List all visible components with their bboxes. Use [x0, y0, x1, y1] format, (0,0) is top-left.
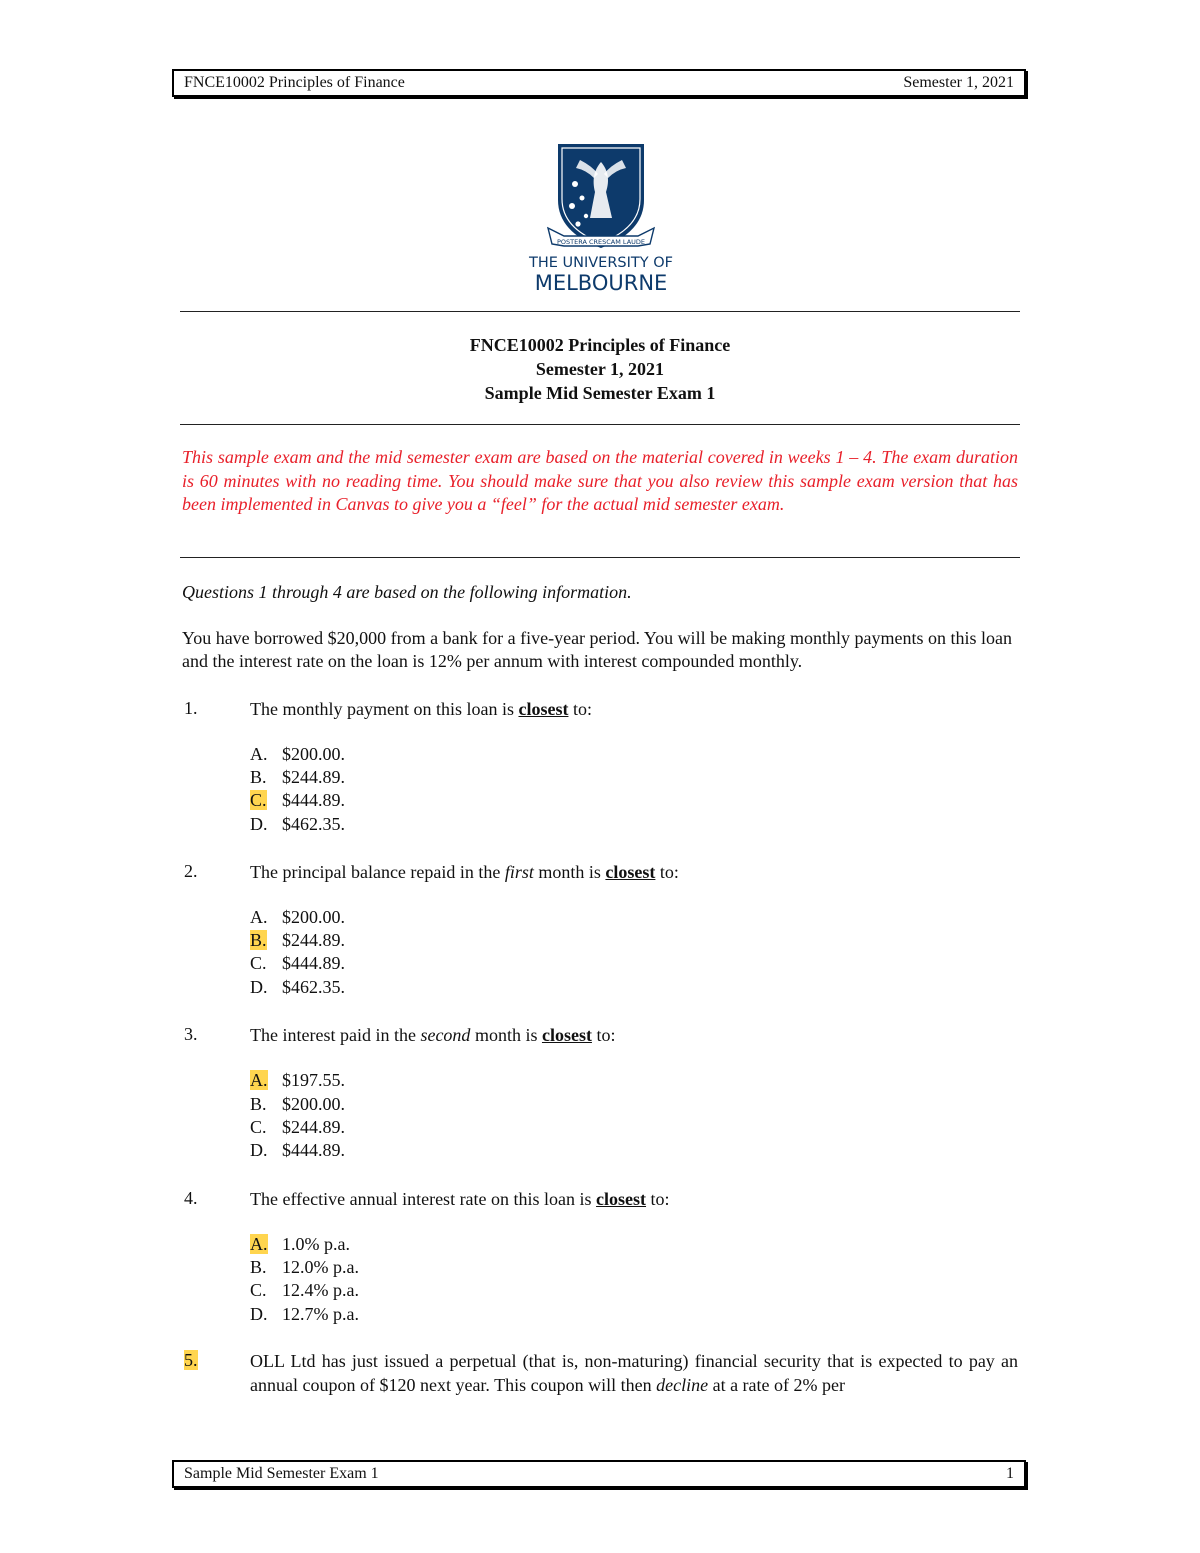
question-5-stem: OLL Ltd has just issued a perpetual (that is, non-maturing) financial security that is expected to pay an annual coupon of $120 next year. This coupon will then decline at a rate of 2% per — [250, 1351, 1018, 1395]
doc-title-semester: Semester 1, 2021 — [535, 359, 665, 379]
page-header — [172, 69, 1026, 97]
emphasis-closest: closest — [541, 1025, 592, 1045]
option-row[interactable]: B. 12.0% p.a. — [250, 1257, 359, 1277]
option-row[interactable]: B. $200.00. — [250, 1094, 345, 1114]
divider — [180, 424, 1020, 425]
question-3-stem: The interest paid in the second month is closest to: — [250, 1025, 616, 1045]
option-row[interactable]: C. $244.89. — [250, 1117, 345, 1137]
option-row[interactable]: A. 1.0% p.a. — [250, 1234, 350, 1254]
divider — [180, 311, 1020, 312]
footer-title: Sample Mid Semester Exam 1 — [184, 1465, 379, 1482]
answer-highlight: A. — [250, 1070, 268, 1090]
logo-wordmark-line1: THE UNIVERSITY OF — [529, 255, 673, 271]
option-row[interactable]: D. 12.7% p.a. — [250, 1304, 359, 1324]
question-number: 3. — [184, 1024, 198, 1044]
loan-scenario: You have borrowed $20,000 from a bank for a five-year period. You will be making monthly payments on this loan and the interest rate on the loan is 12% per annum with interest compounded monthly. — [182, 628, 1013, 671]
exam-notice: This sample exam and the mid semester exam are based on the material covered in weeks 1 – 4. The exam duration is 60 minutes with no reading time. You should make sure that you also review this sample exam version that has been implemented in Canvas to give you a “feel” for the actual mid semester exam. — [182, 447, 1018, 514]
questions-intro: Questions 1 through 4 are based on the following information. — [182, 582, 632, 602]
question-number: 1. — [184, 698, 198, 718]
option-row[interactable]: C. $444.89. — [250, 790, 345, 810]
page-footer — [172, 1460, 1026, 1488]
emphasis-closest: closest — [605, 862, 656, 882]
header-course: FNCE10002 Principles of Finance — [184, 74, 405, 91]
emphasis-closest: closest — [596, 1189, 647, 1209]
doc-title-exam: Sample Mid Semester Exam 1 — [484, 383, 716, 403]
option-row[interactable]: D. $462.35. — [250, 814, 345, 834]
emphasis-closest: closest — [518, 699, 569, 719]
option-row[interactable]: B. $244.89. — [250, 767, 345, 787]
doc-title-course: FNCE10002 Principles of Finance — [469, 335, 731, 355]
page-number: 1 — [1006, 1465, 1014, 1482]
option-row[interactable]: D. $444.89. — [250, 1140, 345, 1160]
logo-motto: POSTERA CRESCAM LAUDE — [556, 238, 646, 246]
answer-highlight: C. — [250, 790, 267, 810]
option-row[interactable]: B. $244.89. — [250, 930, 345, 950]
option-row[interactable]: A. $197.55. — [250, 1070, 345, 1090]
logo-wordmark-line2: MELBOURNE — [534, 271, 668, 295]
question-1-stem: The monthly payment on this loan is closest to: — [250, 699, 592, 719]
divider — [180, 557, 1020, 558]
option-row[interactable]: C. $444.89. — [250, 953, 345, 973]
question-number: 4. — [184, 1188, 198, 1208]
header-semester: Semester 1, 2021 — [903, 74, 1014, 91]
answer-highlight: A. — [250, 1234, 268, 1254]
question-4-stem: The effective annual interest rate on this loan is closest to: — [250, 1189, 670, 1209]
answer-highlight: B. — [250, 930, 267, 950]
university-logo — [520, 140, 682, 298]
option-row[interactable]: D. $462.35. — [250, 977, 345, 997]
option-row[interactable]: C. 12.4% p.a. — [250, 1280, 359, 1300]
question-number — [184, 1350, 198, 1371]
answer-highlight: 5. — [184, 1350, 198, 1370]
option-row[interactable]: A. $200.00. — [250, 744, 345, 764]
question-2-stem: The principal balance repaid in the first month is closest to: — [250, 862, 679, 882]
option-row[interactable]: A. $200.00. — [250, 907, 345, 927]
question-number: 2. — [184, 861, 198, 881]
